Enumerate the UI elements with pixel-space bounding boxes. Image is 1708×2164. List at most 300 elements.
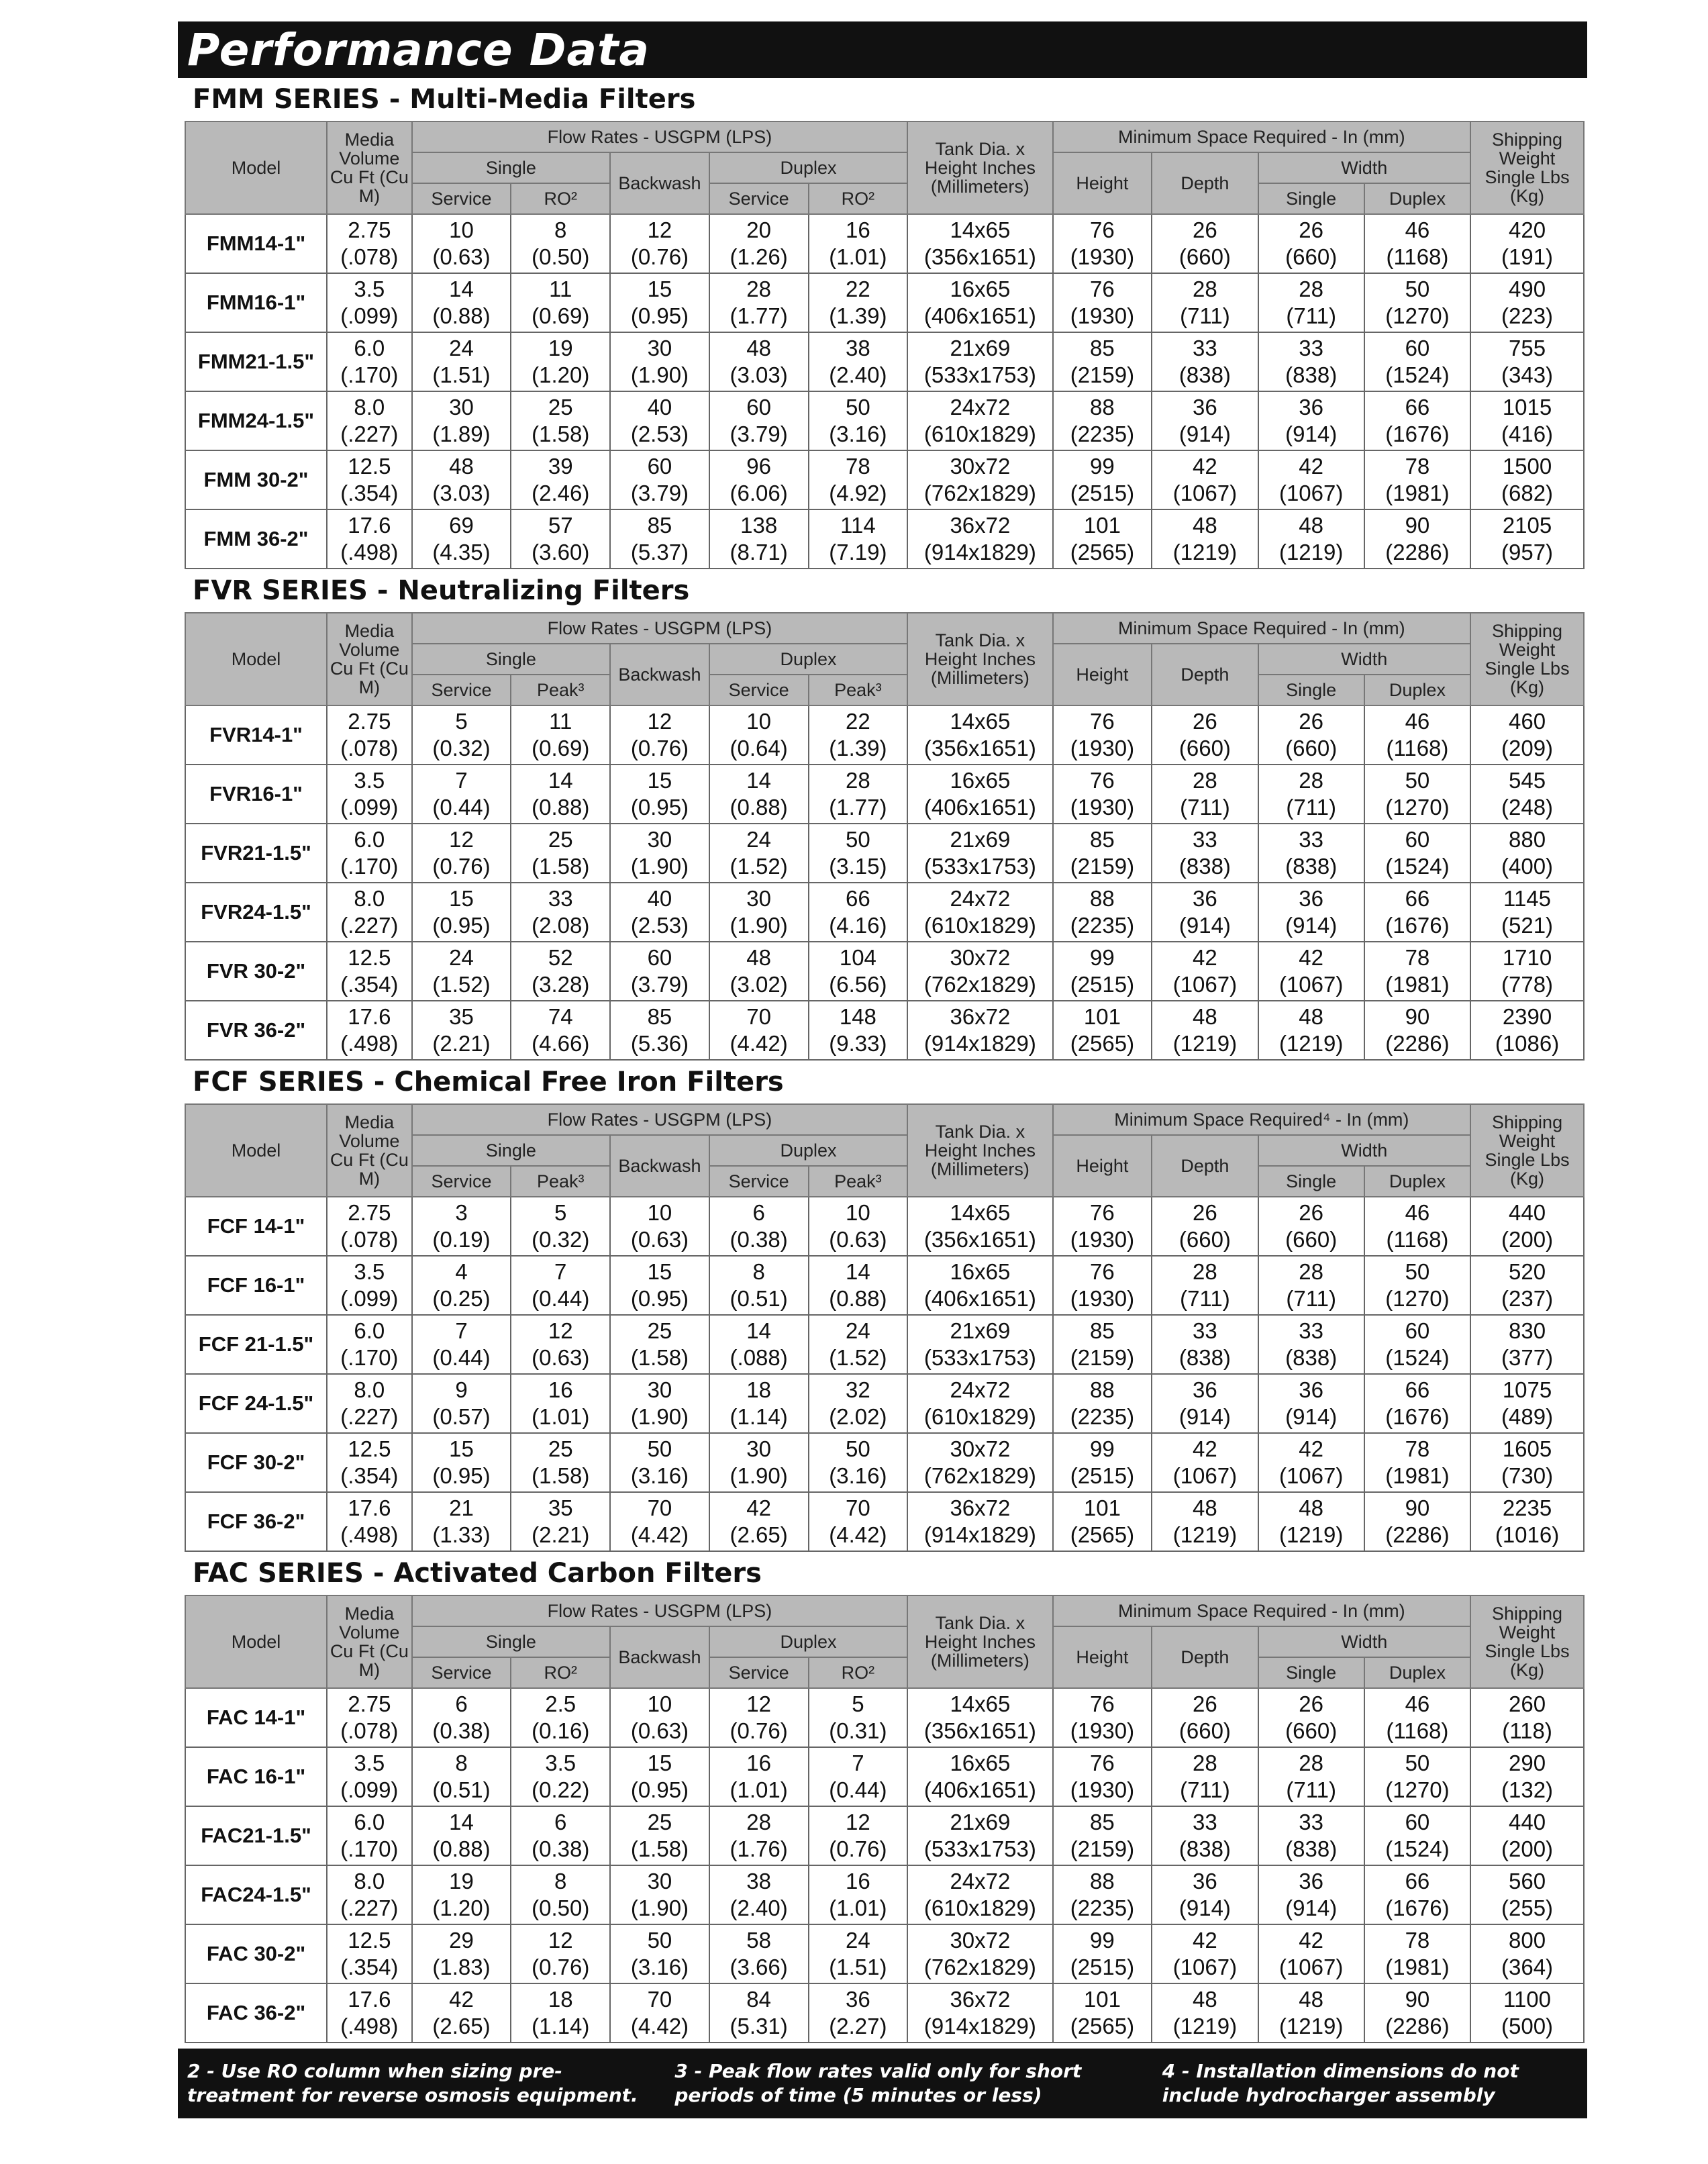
header-flow-rates: Flow Rates - USGPM (LPS) (412, 1595, 908, 1626)
header-min-space: Minimum Space Required - In (mm) (1053, 613, 1471, 644)
value-cell (809, 1492, 908, 1551)
imperial-value: 12 (746, 1691, 772, 1716)
header-duplex: Duplex (709, 152, 907, 183)
imperial-value: 520 (1509, 1259, 1546, 1284)
value-cell (1258, 765, 1364, 824)
metric-value: (1219) (1278, 1522, 1344, 1547)
imperial-value: 138 (740, 513, 778, 538)
metric-value: (0.76) (730, 1718, 788, 1743)
value-cell (1053, 1256, 1152, 1315)
page-title: Performance Data (178, 21, 1587, 78)
value-cell (809, 1315, 908, 1374)
value-cell (511, 1197, 610, 1256)
value-cell (511, 391, 610, 450)
imperial-value: 1500 (1502, 454, 1552, 479)
metric-value: (711) (1180, 1777, 1230, 1802)
value-cell (511, 1806, 610, 1865)
metric-value: (.498) (340, 540, 399, 564)
imperial-value: 42 (1193, 945, 1217, 970)
metric-value: (1.90) (630, 362, 689, 387)
imperial-value: 420 (1509, 217, 1546, 242)
metric-value: (0.88) (432, 303, 491, 328)
value-cell (1364, 1197, 1470, 1256)
imperial-value: 33 (1193, 336, 1217, 360)
value-cell (327, 1315, 412, 1374)
value-cell (511, 332, 610, 391)
value-cell (1152, 1924, 1258, 1983)
performance-table (185, 121, 1585, 569)
imperial-value: 6 (554, 1810, 567, 1834)
value-cell (1053, 391, 1152, 450)
imperial-value: 33 (1299, 827, 1324, 852)
model-cell: FVR14-1" (185, 705, 327, 765)
metric-value: (3.03) (432, 481, 491, 505)
model-cell: FVR21-1.5" (185, 824, 327, 883)
metric-value: (0.76) (432, 854, 491, 879)
value-cell (1470, 214, 1584, 273)
value-cell (327, 1197, 412, 1256)
metric-value: (3.79) (630, 481, 689, 505)
imperial-value: 42 (1193, 1436, 1217, 1461)
header-width: Width (1258, 1135, 1471, 1166)
value-cell (1258, 1983, 1364, 2043)
value-cell (412, 1688, 511, 1747)
metric-value: (1.58) (532, 1463, 590, 1488)
imperial-value: 260 (1509, 1691, 1546, 1716)
imperial-value: 800 (1509, 1928, 1546, 1953)
section-title: FAC SERIES - Activated Carbon Filters (193, 1558, 762, 1589)
metric-value: (1.20) (432, 1896, 491, 1920)
metric-value: (2235) (1070, 1404, 1135, 1429)
value-cell (511, 765, 610, 824)
imperial-value: 88 (1090, 886, 1115, 911)
imperial-value: 57 (548, 513, 573, 538)
value-cell (1053, 1806, 1152, 1865)
value-cell (809, 273, 908, 332)
imperial-value: 14 (746, 1318, 772, 1343)
metric-value: (.170) (340, 1345, 399, 1370)
metric-value: (0.44) (829, 1777, 887, 1802)
imperial-value: 18 (548, 1987, 573, 2012)
metric-value: (416) (1501, 422, 1554, 446)
value-cell (809, 765, 908, 824)
metric-value: (0.51) (432, 1777, 491, 1802)
metric-value: (660) (1178, 244, 1231, 269)
imperial-value: 8.0 (354, 395, 385, 420)
metric-value: (0.31) (829, 1718, 887, 1743)
value-cell (907, 1865, 1052, 1924)
imperial-value: 114 (840, 513, 876, 538)
imperial-value: 85 (1090, 336, 1115, 360)
header-single-service: Service (412, 675, 511, 705)
imperial-value: 99 (1090, 454, 1115, 479)
imperial-value: 14 (449, 1810, 474, 1834)
value-cell (412, 1315, 511, 1374)
metric-value: (.354) (340, 481, 399, 505)
imperial-value: 22 (846, 709, 870, 734)
imperial-value: 10 (846, 1200, 870, 1225)
metric-value: (0.88) (829, 1286, 887, 1311)
metric-value: (838) (1178, 854, 1231, 879)
value-cell (412, 391, 511, 450)
value-cell (709, 1688, 809, 1747)
imperial-value: 24x72 (950, 886, 1011, 911)
section-title: FMM SERIES - Multi-Media Filters (193, 84, 696, 115)
metric-value: (1.14) (730, 1404, 788, 1429)
value-cell (1053, 1983, 1152, 2043)
header-media-volume: Media Volume Cu Ft (Cu M) (327, 121, 412, 214)
header-single: Single (412, 152, 610, 183)
imperial-value: 104 (839, 945, 876, 970)
metric-value: (660) (1285, 1227, 1338, 1252)
metric-value: (.227) (340, 1404, 399, 1429)
header-tank: Tank Dia. x Height Inches (Millimeters) (907, 1595, 1052, 1688)
value-cell (709, 1865, 809, 1924)
value-cell (327, 1374, 412, 1433)
value-cell (511, 214, 610, 273)
metric-value: (2159) (1070, 1836, 1135, 1861)
value-cell (1470, 883, 1584, 942)
metric-value: (1.90) (630, 1896, 689, 1920)
value-cell (709, 883, 809, 942)
value-cell (1258, 1865, 1364, 1924)
value-cell (1364, 1983, 1470, 2043)
value-cell (1364, 1924, 1470, 1983)
metric-value: (1981) (1385, 1955, 1450, 1979)
imperial-value: 440 (1509, 1200, 1546, 1225)
section-title: FVR SERIES - Neutralizing Filters (193, 575, 690, 606)
metric-value: (2.21) (532, 1522, 590, 1547)
value-cell (809, 332, 908, 391)
imperial-value: 6 (752, 1200, 765, 1225)
imperial-value: 25 (548, 395, 573, 420)
imperial-value: 36x72 (950, 1987, 1011, 2012)
value-cell (1053, 1924, 1152, 1983)
value-cell (511, 1001, 610, 1060)
value-cell (1152, 509, 1258, 569)
header-width-single: Single (1258, 675, 1364, 705)
metric-value: (1.39) (829, 303, 887, 328)
value-cell (511, 509, 610, 569)
value-cell (412, 705, 511, 765)
value-cell (1258, 1924, 1364, 1983)
table-row (185, 1197, 1584, 1256)
value-cell (1152, 1865, 1258, 1924)
metric-value: (0.44) (432, 795, 491, 820)
value-cell (709, 273, 809, 332)
value-cell (327, 942, 412, 1001)
imperial-value: 48 (1193, 1987, 1217, 2012)
table-row (185, 1747, 1584, 1806)
imperial-value: 19 (449, 1869, 474, 1893)
metric-value: (914x1829) (923, 540, 1036, 564)
metric-value: (0.32) (532, 1227, 590, 1252)
imperial-value: 76 (1090, 1200, 1115, 1225)
table-row (185, 1256, 1584, 1315)
imperial-value: 1605 (1502, 1436, 1552, 1461)
header-width-single: Single (1258, 183, 1364, 214)
imperial-value: 2.75 (348, 1200, 391, 1225)
imperial-value: 560 (1509, 1869, 1546, 1893)
value-cell (412, 765, 511, 824)
imperial-value: 25 (647, 1810, 672, 1834)
metric-value: (406x1651) (923, 795, 1036, 820)
value-cell (809, 1374, 908, 1433)
value-cell (1470, 509, 1584, 569)
metric-value: (.099) (340, 1286, 399, 1311)
value-cell (1258, 942, 1364, 1001)
metric-value: (1168) (1386, 1227, 1449, 1252)
performance-table (185, 1103, 1585, 1552)
imperial-value: 78 (1405, 1928, 1430, 1953)
metric-value: (1676) (1385, 1404, 1450, 1429)
value-cell (511, 273, 610, 332)
value-cell (1258, 1492, 1364, 1551)
imperial-value: 99 (1090, 945, 1115, 970)
value-cell (907, 1983, 1052, 2043)
metric-value: (.099) (340, 795, 399, 820)
imperial-value: 28 (1299, 277, 1324, 301)
imperial-value: 70 (746, 1004, 772, 1029)
metric-value: (1270) (1385, 1286, 1450, 1311)
metric-value: (3.28) (532, 972, 590, 997)
header-single-secondary: RO² (511, 1657, 610, 1688)
metric-value: (610x1829) (923, 1896, 1036, 1920)
metric-value: (0.95) (630, 795, 689, 820)
imperial-value: 20 (746, 217, 772, 242)
value-cell (1053, 214, 1152, 273)
imperial-value: 28 (1193, 1751, 1217, 1775)
imperial-value: 50 (1405, 277, 1430, 301)
value-cell (1470, 705, 1584, 765)
value-cell (511, 1433, 610, 1492)
metric-value: (838) (1285, 1836, 1338, 1861)
imperial-value: 21x69 (950, 1810, 1011, 1834)
value-cell (709, 450, 809, 509)
imperial-value: 3.5 (545, 1751, 576, 1775)
metric-value: (0.63) (630, 1718, 689, 1743)
table-row (185, 765, 1584, 824)
metric-value: (711) (1286, 1286, 1336, 1311)
value-cell (907, 824, 1052, 883)
header-model: Model (185, 121, 327, 214)
metric-value: (1067) (1278, 1463, 1344, 1488)
imperial-value: 1075 (1502, 1377, 1552, 1402)
imperial-value: 48 (1193, 1004, 1217, 1029)
value-cell (412, 214, 511, 273)
metric-value: (1930) (1070, 1227, 1135, 1252)
value-cell (809, 1806, 908, 1865)
metric-value: (2159) (1070, 1345, 1135, 1370)
model-cell: FAC 14-1" (185, 1688, 327, 1747)
imperial-value: 28 (1299, 1751, 1324, 1775)
model-cell: FVR 36-2" (185, 1001, 327, 1060)
imperial-value: 8.0 (354, 1377, 385, 1402)
metric-value: (0.76) (630, 244, 689, 269)
value-cell (1470, 1433, 1584, 1492)
imperial-value: 12 (548, 1928, 573, 1953)
value-cell (709, 1492, 809, 1551)
imperial-value: 4 (455, 1259, 468, 1284)
imperial-value: 36 (846, 1987, 870, 2012)
footnote-ro: 2 - Use RO column when sizing pre-treatment for reverse osmosis equipment. (187, 2060, 638, 2106)
metric-value: (343) (1501, 362, 1554, 387)
metric-value: (.354) (340, 972, 399, 997)
table-row (185, 1433, 1584, 1492)
metric-value: (838) (1285, 854, 1338, 879)
value-cell (327, 1924, 412, 1983)
value-cell (1053, 942, 1152, 1001)
value-cell (709, 1315, 809, 1374)
value-cell (1364, 1806, 1470, 1865)
value-cell (1258, 273, 1364, 332)
imperial-value: 18 (746, 1377, 772, 1402)
imperial-value: 12 (647, 217, 672, 242)
metric-value: (.227) (340, 913, 399, 938)
value-cell (327, 1433, 412, 1492)
value-cell (1470, 1747, 1584, 1806)
imperial-value: 30x72 (950, 1436, 1011, 1461)
metric-value: (.170) (340, 1836, 399, 1861)
imperial-value: 101 (1083, 1004, 1121, 1029)
metric-value: (914x1829) (923, 2014, 1036, 2038)
imperial-value: 15 (647, 277, 672, 301)
value-cell (327, 1865, 412, 1924)
metric-value: (914) (1285, 1896, 1338, 1920)
imperial-value: 90 (1405, 1987, 1430, 2012)
value-cell (327, 1001, 412, 1060)
value-cell (709, 1001, 809, 1060)
imperial-value: 3.5 (354, 1751, 385, 1775)
imperial-value: 42 (1299, 1928, 1324, 1953)
value-cell (809, 1197, 908, 1256)
imperial-value: 36 (1299, 886, 1324, 911)
metric-value: (.078) (340, 1227, 399, 1252)
metric-value: (.354) (340, 1955, 399, 1979)
imperial-value: 28 (1193, 277, 1217, 301)
imperial-value: 440 (1509, 1810, 1546, 1834)
imperial-value: 33 (1193, 1810, 1217, 1834)
model-cell: FAC 16-1" (185, 1747, 327, 1806)
value-cell (1470, 1256, 1584, 1315)
value-cell (809, 509, 908, 569)
metric-value: (.099) (340, 1777, 399, 1802)
metric-value: (3.16) (630, 1955, 689, 1979)
value-cell (1470, 1315, 1584, 1374)
imperial-value: 66 (1405, 1377, 1430, 1402)
metric-value: (0.76) (630, 736, 689, 760)
model-cell: FCF 36-2" (185, 1492, 327, 1551)
imperial-value: 14 (548, 768, 573, 793)
metric-value: (660) (1285, 736, 1338, 760)
imperial-value: 76 (1090, 217, 1115, 242)
header-tank: Tank Dia. x Height Inches (Millimeters) (907, 1104, 1052, 1197)
value-cell (809, 214, 908, 273)
value-cell (809, 391, 908, 450)
header-width-single: Single (1258, 1166, 1364, 1197)
value-cell (1258, 824, 1364, 883)
metric-value: (660) (1285, 1718, 1338, 1743)
value-cell (511, 1924, 610, 1983)
metric-value: (1219) (1172, 2014, 1238, 2038)
value-cell (709, 705, 809, 765)
value-cell (610, 1688, 709, 1747)
imperial-value: 7 (455, 1318, 468, 1343)
value-cell (1053, 1197, 1152, 1256)
metric-value: (6.56) (829, 972, 887, 997)
imperial-value: 460 (1509, 709, 1546, 734)
imperial-value: 76 (1090, 1751, 1115, 1775)
value-cell (327, 705, 412, 765)
imperial-value: 33 (1193, 827, 1217, 852)
metric-value: (.227) (340, 422, 399, 446)
value-cell (1364, 824, 1470, 883)
value-cell (610, 1806, 709, 1865)
metric-value: (4.42) (829, 1522, 887, 1547)
header-backwash: Backwash (610, 1135, 709, 1197)
metric-value: (1067) (1172, 481, 1238, 505)
imperial-value: 66 (1405, 395, 1430, 420)
imperial-value: 30 (647, 336, 672, 360)
metric-value: (.078) (340, 1718, 399, 1743)
value-cell (327, 332, 412, 391)
imperial-value: 17.6 (348, 1004, 391, 1029)
imperial-value: 28 (746, 277, 772, 301)
imperial-value: 60 (1405, 336, 1430, 360)
metric-value: (0.44) (532, 1286, 590, 1311)
imperial-value: 16 (846, 217, 870, 242)
metric-value: (0.38) (730, 1227, 788, 1252)
metric-value: (1981) (1385, 972, 1450, 997)
value-cell (610, 450, 709, 509)
header-width-duplex: Duplex (1364, 675, 1470, 705)
imperial-value: 29 (449, 1928, 474, 1953)
metric-value: (1930) (1070, 1718, 1135, 1743)
imperial-value: 76 (1090, 1691, 1115, 1716)
imperial-value: 36x72 (950, 1004, 1011, 1029)
value-cell (709, 765, 809, 824)
metric-value: (1.52) (730, 854, 788, 879)
value-cell (1470, 1492, 1584, 1551)
value-cell (1258, 1806, 1364, 1865)
value-cell (610, 1197, 709, 1256)
imperial-value: 33 (548, 886, 573, 911)
header-flow-rates: Flow Rates - USGPM (LPS) (412, 613, 908, 644)
metric-value: (0.38) (432, 1718, 491, 1743)
value-cell (709, 509, 809, 569)
metric-value: (3.03) (730, 362, 788, 387)
imperial-value: 42 (1299, 454, 1324, 479)
header-single-secondary: Peak³ (511, 1166, 610, 1197)
metric-value: (2.02) (829, 1404, 887, 1429)
metric-value: (2.65) (432, 2014, 491, 2038)
imperial-value: 30x72 (950, 945, 1011, 970)
value-cell (1364, 391, 1470, 450)
metric-value: (914x1829) (923, 1031, 1036, 1056)
metric-value: (377) (1501, 1345, 1554, 1370)
metric-value: (762x1829) (923, 481, 1036, 505)
header-duplex: Duplex (709, 644, 907, 675)
model-cell: FCF 14-1" (185, 1197, 327, 1256)
header-backwash: Backwash (610, 1626, 709, 1688)
imperial-value: 17.6 (348, 513, 391, 538)
value-cell (327, 1983, 412, 2043)
value-cell (412, 883, 511, 942)
metric-value: (1524) (1385, 362, 1450, 387)
imperial-value: 16x65 (950, 768, 1011, 793)
metric-value: (0.88) (532, 795, 590, 820)
value-cell (1364, 1747, 1470, 1806)
